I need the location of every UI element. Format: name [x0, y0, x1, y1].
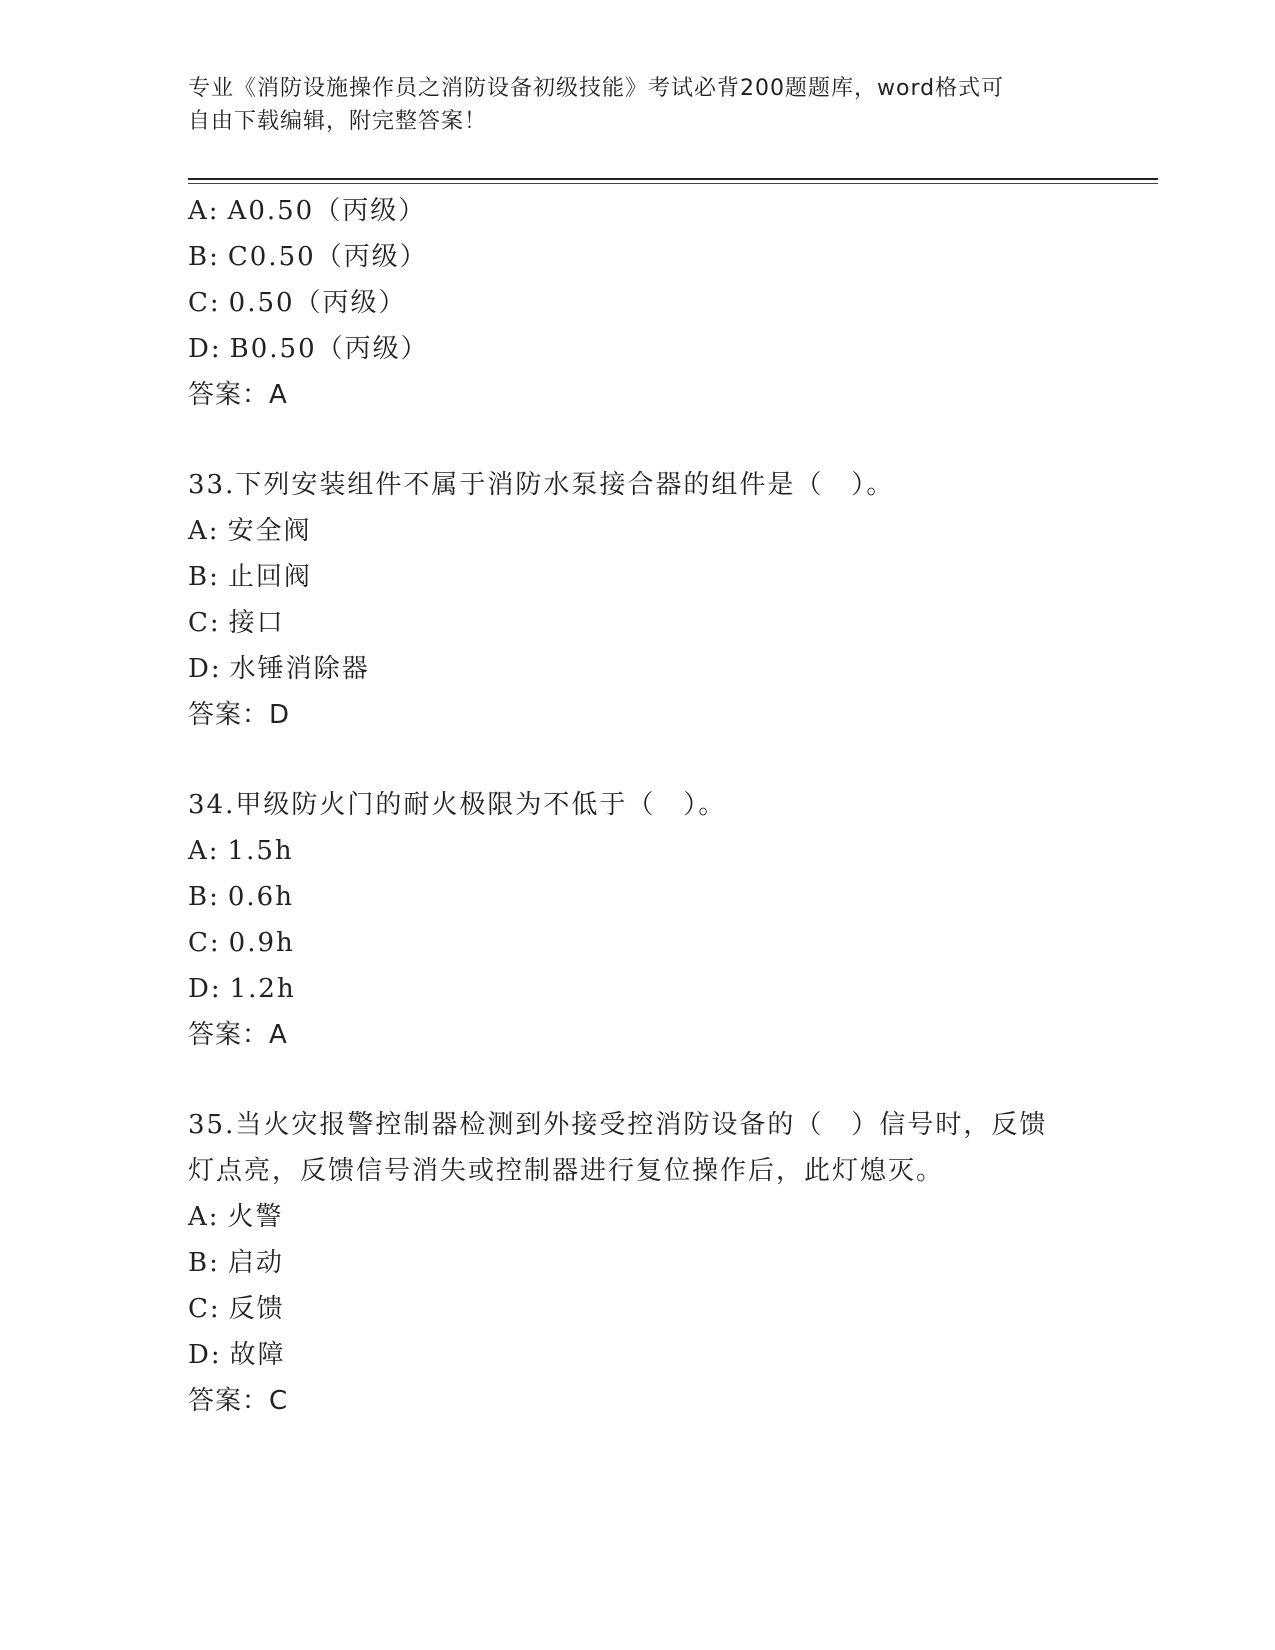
option-label: B:	[188, 1248, 220, 1278]
option-label: B:	[188, 562, 220, 592]
option-text: 0.50（丙级）	[228, 288, 407, 318]
option-label: D:	[188, 654, 222, 684]
option-text: 0.6h	[227, 882, 294, 912]
option-a	[188, 828, 1148, 874]
option-label: C:	[188, 1294, 221, 1324]
option-a	[188, 188, 1148, 234]
question-stem-line-2: 灯点亮，反馈信号消失或控制器进行复位操作后，此灯熄灭。	[188, 1156, 945, 1186]
header-title-line-2: 自由下载编辑，附完整答案！	[188, 109, 488, 134]
option-b	[188, 1240, 1148, 1286]
option-text: B0.50（丙级）	[229, 334, 429, 364]
option-b	[188, 234, 1148, 280]
option-text: C0.50（丙级）	[227, 242, 428, 272]
header-divider-thick	[188, 178, 1158, 180]
option-text: 安全阀	[227, 516, 312, 546]
option-c	[188, 920, 1148, 966]
answer-line: 答案：C	[188, 1386, 289, 1416]
option-label: A:	[188, 836, 220, 866]
question-32	[188, 188, 1148, 418]
option-d	[188, 1332, 1148, 1378]
option-text: 止回阀	[227, 562, 312, 592]
question-spacer	[188, 1058, 1148, 1102]
option-label: C:	[188, 608, 221, 638]
option-text: 接口	[228, 608, 285, 638]
header-divider-thin	[188, 183, 1158, 184]
option-label: A:	[188, 516, 220, 546]
option-label: A:	[188, 1202, 220, 1232]
option-text: 1.2h	[229, 974, 296, 1004]
header-title-line-1: 专业《消防设施操作员之消防设备初级技能》考试必背200题题库，word格式可	[188, 76, 1005, 101]
question-35	[188, 1102, 1148, 1424]
option-c	[188, 600, 1148, 646]
option-text: 启动	[227, 1248, 284, 1278]
option-label: B:	[188, 242, 220, 272]
option-c	[188, 1286, 1148, 1332]
question-stem: 33.下列安装组件不属于消防水泵接合器的组件是（ ）。	[188, 470, 895, 500]
answer-line: 答案：A	[188, 1020, 288, 1050]
option-text: 火警	[227, 1202, 284, 1232]
option-b	[188, 554, 1148, 600]
question-spacer	[188, 738, 1148, 782]
question-list	[188, 188, 1148, 1424]
option-a	[188, 1194, 1148, 1240]
option-label: D:	[188, 974, 222, 1004]
option-d	[188, 326, 1148, 372]
question-33	[188, 462, 1148, 738]
option-label: C:	[188, 928, 221, 958]
option-a	[188, 508, 1148, 554]
option-label: B:	[188, 882, 220, 912]
question-stem-line-1: 35.当火灾报警控制器检测到外接受控消防设备的（ ）信号时，反馈	[188, 1110, 1048, 1140]
option-d	[188, 966, 1148, 1012]
question-spacer	[188, 418, 1148, 462]
answer-line: 答案：A	[188, 380, 288, 410]
option-text: 故障	[229, 1340, 286, 1370]
option-text: A0.50（丙级）	[227, 196, 427, 226]
option-label: D:	[188, 1340, 222, 1370]
option-text: 1.5h	[227, 836, 294, 866]
option-text: 0.9h	[228, 928, 295, 958]
option-c	[188, 280, 1148, 326]
option-text: 反馈	[228, 1294, 285, 1324]
option-b	[188, 874, 1148, 920]
option-label: A:	[188, 196, 220, 226]
option-label: C:	[188, 288, 221, 318]
option-text: 水锤消除器	[229, 654, 370, 684]
question-34	[188, 782, 1148, 1058]
document-header	[188, 72, 1088, 138]
option-d	[188, 646, 1148, 692]
question-stem: 34.甲级防火门的耐火极限为不低于（ ）。	[188, 790, 727, 820]
option-label: D:	[188, 334, 222, 364]
answer-line: 答案：D	[188, 700, 291, 730]
